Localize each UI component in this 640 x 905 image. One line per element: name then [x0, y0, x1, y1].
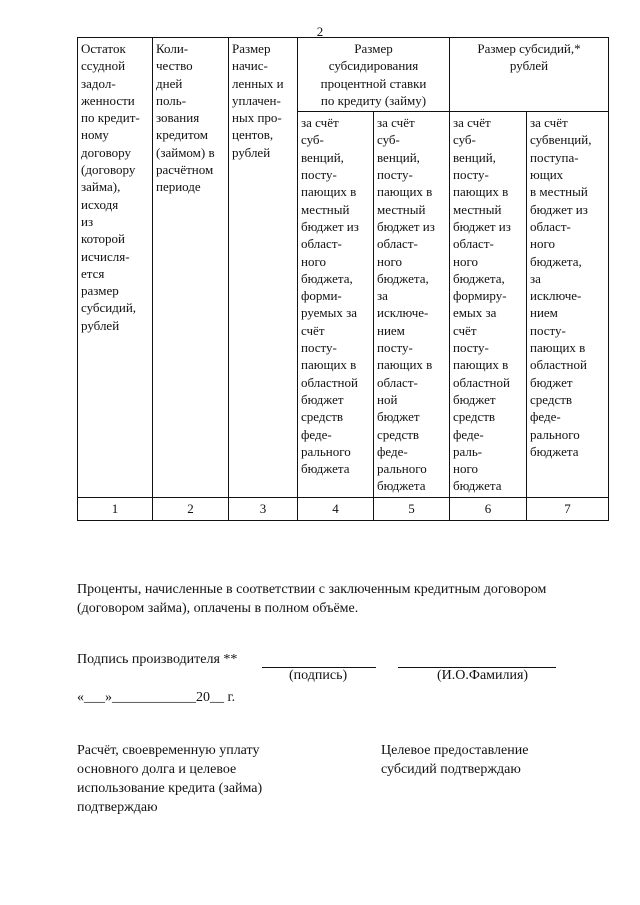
name-hint: (И.О.Фамилия)	[437, 668, 529, 683]
column-number: 6	[450, 497, 527, 520]
page-number: 2	[316, 24, 324, 39]
header-amount-federal: за счёт суб- венций, посту- пающих в местный бюджет из област- ного бюджета, формиру- емых за счёт посту- пающих в областной бюджет средств феде- раль- ного бюджета	[450, 112, 527, 498]
column-number: 7	[527, 497, 609, 520]
column-number: 5	[374, 497, 450, 520]
header-interest-paid: Размер начис- ленных и уплачен- ных про- центов, рублей	[229, 38, 298, 498]
column-number: 1	[78, 497, 153, 520]
header-amount-regional: за счёт субвенций, поступа- ющих в местный бюджет из област- ного бюджета, за исключе- нием посту- пающих в областной бюджет средств феде- рального бюджета	[527, 112, 609, 498]
producer-signature-label: Подпись производителя **	[77, 652, 238, 667]
date-line: «___»____________20__ г.	[77, 690, 236, 705]
subsidy-table	[77, 37, 609, 521]
header-subsidy-amount-group: Размер субсидий,* рублей	[450, 38, 609, 112]
header-rate-federal: за счёт суб- венций, посту- пающих в местный бюджет из област- ного бюджета, форми- руемых за счёт посту- пающих в областной бюджет средств феде- рального бюджета	[298, 112, 374, 498]
subsidy-confirmation: Целевое предоставление субсидий подтверждаю	[381, 743, 529, 777]
column-number: 2	[153, 497, 229, 520]
header-loan-balance: Остаток ссудной задол- женности по кредит- ному договору (договору займа), исходя из которой исчисля- ется размер субсидий, рублей	[78, 38, 153, 498]
bank-confirmation: Расчёт, своевременную уплату основного долга и целевое использование кредита (займа) подтверждаю	[77, 743, 263, 815]
column-number: 4	[298, 497, 374, 520]
header-rate-subsidy-group: Размер субсидирования процентной ставки по кредиту (займу)	[298, 38, 450, 112]
column-number: 3	[229, 497, 298, 520]
payment-statement: Проценты, начисленные в соответствии с заключенным кредитным договором (договором займа), оплачены в полном объёме.	[77, 582, 547, 616]
header-days-count: Коли- чество дней поль- зования кредитом (займом) в расчётном периоде	[153, 38, 229, 498]
header-rate-regional: за счёт суб- венций, посту- пающих в местный бюджет из област- ного бюджета, за исключе- нием посту- пающих в област- ной бюджет средств феде- рального бюджета	[374, 112, 450, 498]
signature-hint: (подпись)	[289, 668, 348, 683]
